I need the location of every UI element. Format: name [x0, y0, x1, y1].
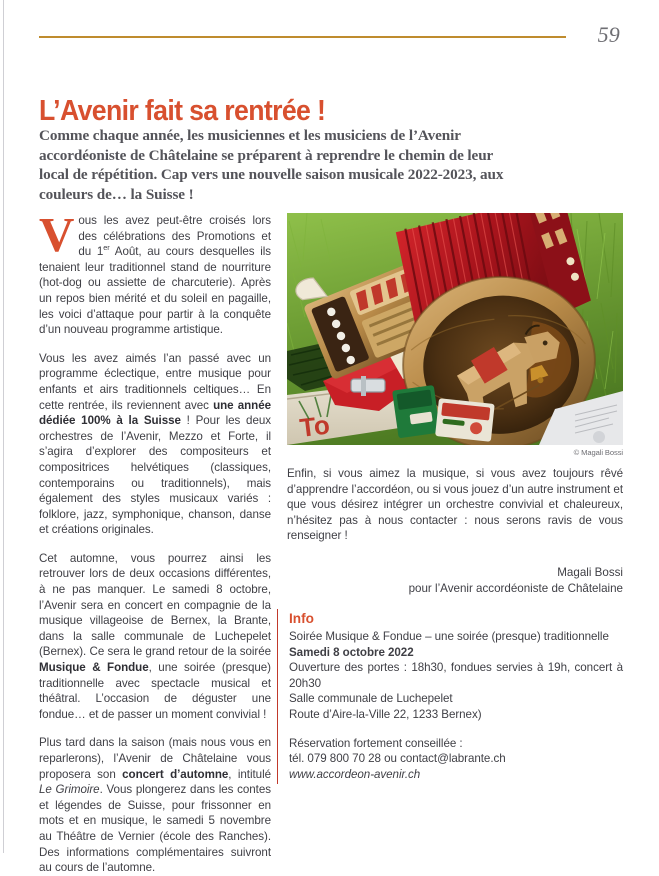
info-event-date: Samedi 8 octobre 2022	[289, 645, 414, 659]
info-box-title: Info	[289, 611, 314, 626]
accordion-photo	[287, 213, 623, 445]
p1-text-b: Août, au cours desquelles ils tenaient leur traditionnel stand de nourriture (hot-dog ou assiette de charcuterie). Après un repos bien mérité et du soleil en pagaille, les voici d’attaque pour partir à la conquête d’un nouveau programme artistique.	[39, 245, 271, 337]
article-body-left	[39, 207, 271, 876]
p4-text-c: . Vous plongerez dans les contes et légendes de Suisse, pour frissonner en mots et en musique, le samedi 5 novembre au Théâtre de Vernier (école des Ranches). Des informations complémentaires suivront au cours de l’automne.	[39, 783, 271, 875]
author-role: pour l’Avenir accordéoniste de Châtelaine	[408, 582, 623, 595]
p2-text-b: ! Pour les deux orchestres de l’Avenir, Mezzo et Forte, il s’agira d’explorer des compositeurs et compositrices helvétiques (classiques, contemporains ou traditionnels), mais également des styles musicaux variés : folklore, jazz, symphonique, chanson, danse et créations originales.	[39, 414, 271, 537]
page-number: 59	[597, 22, 620, 47]
p1-ordinal-suffix: er	[103, 243, 110, 253]
info-address: Route d’Aire-la-Ville 22, 1233 Bernex)	[289, 707, 482, 721]
page-title: L’Avenir fait sa rentrée !	[39, 95, 326, 128]
article-deck: Comme chaque année, les musiciennes et les musiciens de l’Avenir accordéoniste de Châtelaine se préparent à reprendre le chemin de leur local de répétition. Cap vers une nouvelle saison musicale 2022-2023, aux couleurs de… la Suisse !	[39, 127, 504, 203]
info-box	[277, 609, 623, 784]
p2-text-a: Vous les avez aimés l’an passé avec un programme éclectique, entre musique pour enfants et airs traditionnels celtiques… En cette rentrée, ils reviennent avec	[39, 351, 271, 412]
article-photo-figure	[287, 213, 623, 457]
p4-text-a: Plus tard dans la saison (mais nous vous en reparlerons), l’Avenir de Châtelaine vous proposera son	[39, 736, 271, 781]
page-trim-line	[3, 0, 4, 853]
header-rule	[39, 36, 566, 38]
info-venue: Salle communale de Luchepelet	[289, 692, 453, 706]
info-spacer	[289, 723, 623, 736]
p4-work-title: Le Grimoire	[39, 783, 100, 797]
article-body-right	[287, 466, 623, 544]
photo-credit: © Magali Bossi	[573, 448, 623, 457]
svg-text:To: To	[298, 409, 332, 443]
info-website-link[interactable]: www.accordeon-avenir.ch	[289, 767, 421, 781]
info-contact: tél. 079 800 70 28 ou contact@labrante.ch	[289, 752, 506, 766]
p3-text-b: , une soirée (presque) traditionnelle avec spectacle musical et théâtral. L’occasion de déguster une fondue… et de passer un moment convivial !	[39, 661, 271, 721]
p3-text-a: Cet automne, vous pourrez ainsi les retrouver lors de deux occasions différentes, à ne pas manquer. Le samedi 8 octobre, l’Avenir sera en concert en compagnie de la musique villageoise de Bernex, la Brante, dans la salle communale de Luchepelet (Bernex). Ce sera le grand retour de la soirée	[39, 551, 271, 659]
paragraph-5: Enfin, si vous aimez la musique, si vous avez toujours rêvé d’apprendre l’accordéon, ou si vous jouez d’un autre instrument et que vous désirez intégrer un orchestre convivial et chaleureux, n’hésitez pas à nous contacter : nous serons ravis de vous renseigner !	[287, 467, 623, 543]
paragraph-3	[39, 551, 271, 723]
paragraph-1	[39, 207, 271, 338]
paragraph-2	[39, 351, 271, 538]
p4-text-b: , intitulé	[228, 767, 271, 781]
info-reservation-note: Réservation fortement conseillée :	[289, 736, 463, 750]
page-header	[39, 22, 620, 48]
info-event-description: Soirée Musique & Fondue – une soirée (presque) traditionnelle	[289, 630, 609, 643]
p3-event-name: Musique & Fondue	[39, 661, 149, 675]
p1-text-a: Vous les avez peut-être croisés lors des célébrations des Promotions et du 1	[39, 207, 271, 262]
info-schedule: Ouverture des portes : 18h30, fondues servies à 19h, concert à 20h30	[289, 661, 623, 690]
p2-emphasis: une année dédiée 100% à la Suisse	[39, 398, 271, 428]
article-signature	[287, 565, 623, 597]
paragraph-4	[39, 735, 271, 875]
author-name: Magali Bossi	[557, 566, 623, 579]
p4-event-name: concert d’automne	[122, 767, 229, 781]
